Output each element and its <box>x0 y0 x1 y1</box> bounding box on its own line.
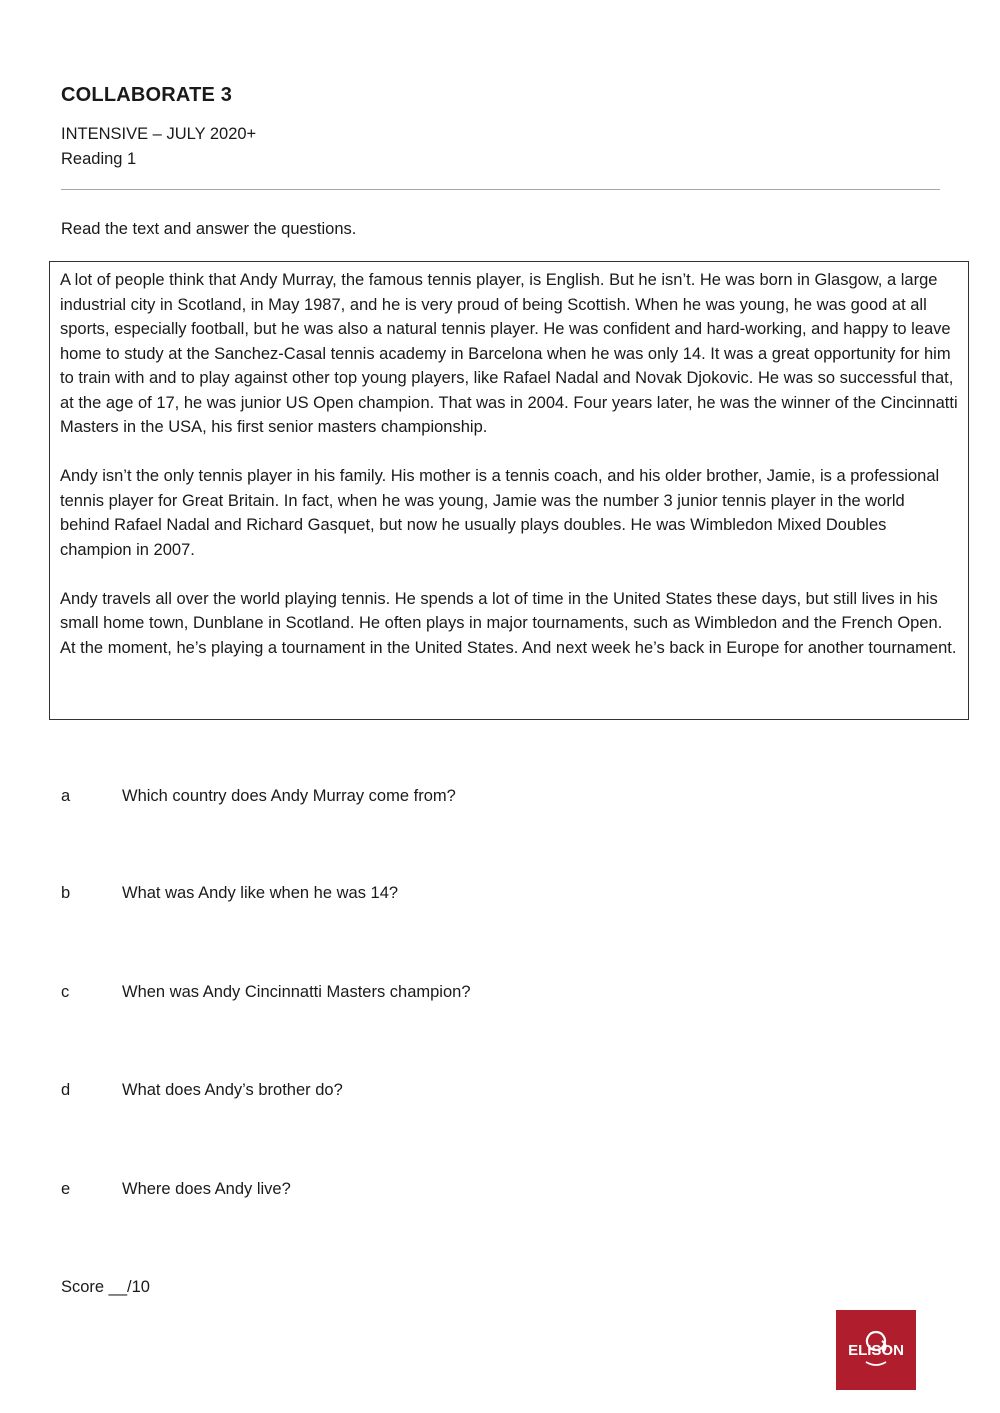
question-letter: a <box>61 787 71 805</box>
page-subtitle <box>61 122 256 172</box>
question-letter: e <box>61 1180 71 1198</box>
question-text: When was Andy Cincinnatti Masters champion? <box>122 983 471 1001</box>
header-divider <box>61 189 940 190</box>
passage-paragraph-3: Andy travels all over the world playing tennis. He spends a lot of time in the United States these days, but still lives in his small home town, Dunblane in Scotland. He often plays in major tournaments, such as Wimbledon and the French Open. At the moment, he’s playing a tournament in the United States. And next week he’s back in Europe for another tournament. <box>60 589 957 657</box>
logo-wordmark: ELISON <box>848 1342 904 1359</box>
question-c <box>61 983 471 1002</box>
section-line: Reading 1 <box>61 150 137 168</box>
passage-paragraph-1: A lot of people think that Andy Murray, the famous tennis player, is English. But he isn’t. He was born in Glasgow, a large industrial city in Scotland, in May 1987, and he is very proud of being Scottish. When he was young, he was good at all sports, especially football, but he was also a natural tennis player. He was confident and hard-working, and happy to leave home to study at the Sanchez-Casal tennis academy in Barcelona when he was only 14. It was a great opportunity for him to train with and to play against other top young players, like Rafael Nadal and Novak Djokovic. He was so successful that, at the age of 17, he was junior US Open champion. That was in 2004. Four years later, he was the winner of the Cincinnatti Masters in the USA, his first senior masters championship. <box>60 271 958 436</box>
question-d <box>61 1081 343 1100</box>
page-title: COLLABORATE 3 <box>61 84 233 106</box>
question-b <box>61 884 398 903</box>
question-letter: b <box>61 884 71 902</box>
question-e <box>61 1180 291 1199</box>
question-a <box>61 787 456 806</box>
passage-paragraph-2: Andy isn’t the only tennis player in his family. His mother is a tennis coach, and his older brother, Jamie, is a professional tennis player for Great Britain. In fact, when he was young, Jamie was the number 3 junior tennis player in the world behind Rafael Nadal and Richard Gasquet, but now he usually plays doubles. He was Wimbledon Mixed Doubles champion in 2007. <box>60 467 940 559</box>
question-text: What does Andy’s brother do? <box>122 1081 343 1099</box>
reading-passage-box <box>49 261 969 720</box>
question-text: What was Andy like when he was 14? <box>122 884 399 902</box>
course-line: INTENSIVE – JULY 2020+ <box>61 125 257 143</box>
question-letter: c <box>61 983 70 1001</box>
question-text: Where does Andy live? <box>122 1180 291 1198</box>
score-line: Score __/10 <box>61 1278 150 1296</box>
question-text: Which country does Andy Murray come from? <box>122 787 456 805</box>
elison-logo <box>836 1310 916 1390</box>
instruction-text: Read the text and answer the questions. <box>61 220 357 238</box>
elison-logo-icon <box>836 1310 916 1390</box>
question-letter: d <box>61 1081 71 1099</box>
